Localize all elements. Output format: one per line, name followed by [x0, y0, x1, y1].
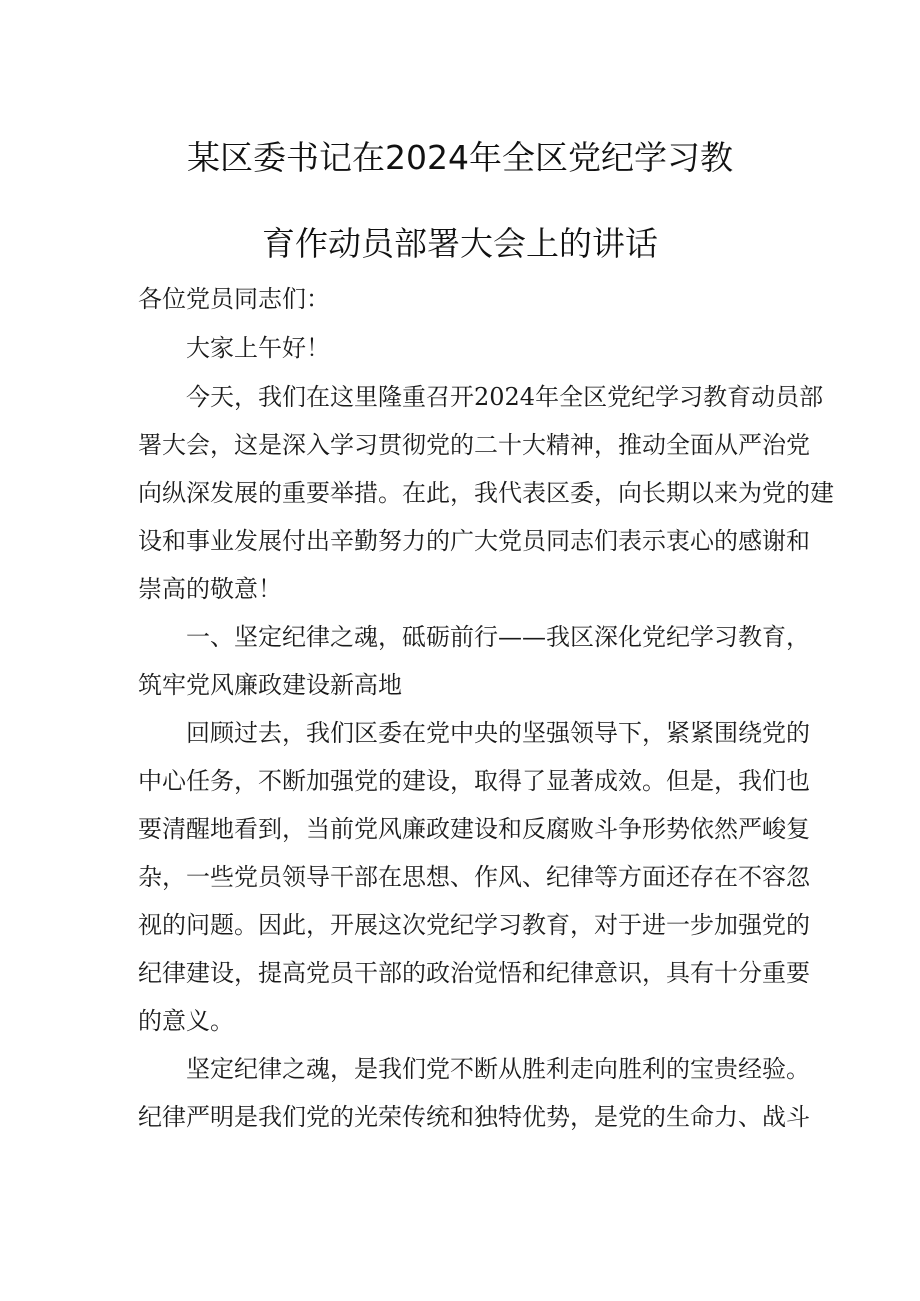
body-line: 崇高的敬意！: [138, 575, 282, 603]
body-line: 坚定纪律之魂，是我们党不断从胜利走向胜利的宝贵经验。: [186, 1055, 810, 1083]
body-line: 视的问题。因此，开展这次党纪学习教育，对于进一步加强党的: [138, 911, 810, 939]
body-line: 设和事业发展付出辛勤努力的广大党员同志们表示衷心的感谢和: [138, 527, 810, 555]
salutation: 各位党员同志们：: [138, 285, 330, 313]
document-title-line-2: 育作动员部署大会上的讲话: [262, 224, 658, 263]
body-line: 中心任务，不断加强党的建设，取得了显著成效。但是，我们也: [138, 767, 810, 795]
body-line: 今天，我们在这里隆重召开2024年全区党纪学习教育动员部: [186, 383, 824, 411]
body-line: 纪律建设，提高党员干部的政治觉悟和纪律意识，具有十分重要: [138, 959, 810, 987]
greeting: 大家上午好！: [186, 334, 330, 362]
section-heading-line: 一、坚定纪律之魂，砥砺前行——我区深化党纪学习教育，: [186, 623, 810, 651]
body-line: 署大会，这是深入学习贯彻党的二十大精神，推动全面从严治党: [138, 431, 810, 459]
body-line: 要清醒地看到，当前党风廉政建设和反腐败斗争形势依然严峻复: [138, 815, 810, 843]
section-heading-line: 筑牢党风廉政建设新高地: [138, 671, 402, 699]
body-line: 的意义。: [138, 1007, 234, 1035]
body-line: 纪律严明是我们党的光荣传统和独特优势，是党的生命力、战斗: [138, 1103, 810, 1131]
body-line: 回顾过去，我们区委在党中央的坚强领导下，紧紧围绕党的: [186, 719, 810, 747]
document-title-line-1: 某区委书记在2024年全区党纪学习教: [187, 138, 733, 177]
body-line: 杂，一些党员领导干部在思想、作风、纪律等方面还存在不容忽: [138, 863, 810, 891]
body-line: 向纵深发展的重要举措。在此，我代表区委，向长期以来为党的建: [138, 479, 834, 507]
